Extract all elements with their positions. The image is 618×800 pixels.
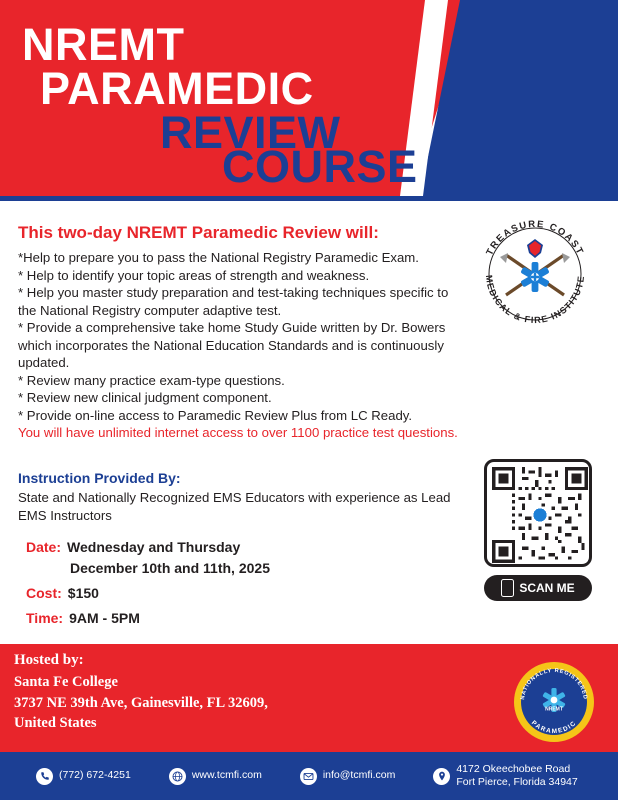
- course-details: [26, 539, 456, 635]
- nremt-seal-icon: [512, 660, 596, 744]
- footer-email-text: info@tcmfi.com: [322, 769, 396, 782]
- benefit-item: *Help to prepare you to pass the National Registry Paramedic Exam.: [18, 250, 419, 265]
- benefit-item: * Provide a comprehensive take home Study Guide written by Dr. Bowers which incorporates the National Education Standards and is continuously updated.: [18, 320, 446, 371]
- venue-name: Santa Fe College: [14, 674, 118, 690]
- footer-address-line2: Fort Pierce, Florida 34947: [456, 776, 578, 788]
- hosted-by-address: [14, 672, 268, 734]
- title-line-3: REVIEW: [160, 107, 341, 158]
- venue-country: United States: [14, 715, 97, 732]
- benefits-list: [18, 249, 470, 442]
- detail-value-date: Wednesday and Thursday: [67, 539, 241, 555]
- poster-header: [0, 0, 618, 196]
- body-headline: This two-day NREMT Paramedic Review will:: [18, 223, 379, 242]
- detail-value-cost: $150: [67, 585, 99, 601]
- benefit-item: * Help to identify your topic areas of strength and weakness.: [18, 267, 370, 283]
- detail-label-date: Date:: [26, 539, 62, 555]
- svg-text:NATIONALLY REGISTERED: NATIONALLY REGISTERED: [520, 667, 588, 701]
- scan-me-label: SCAN ME: [519, 581, 575, 595]
- detail-value-time: 9AM - 5PM: [69, 610, 140, 626]
- benefit-item: * Review many practice exam-type questions.: [18, 372, 285, 388]
- svg-text:NREMT: NREMT: [545, 706, 563, 713]
- svg-text:MEDICAL & FIRE INSTITUTE: MEDICAL & FIRE INSTITUTE: [483, 274, 587, 326]
- qr-code-icon: [492, 467, 588, 563]
- qr-code-image[interactable]: [484, 459, 592, 567]
- globe-icon: [169, 768, 186, 785]
- footer-address[interactable]: [433, 763, 577, 789]
- benefit-item: * Help you master study preparation and test-taking techniques specific to the National Registry computer adaptive test.: [18, 285, 449, 318]
- envelope-icon: [300, 768, 317, 785]
- footer-email[interactable]: [300, 768, 396, 785]
- detail-label-time: Time:: [26, 610, 64, 626]
- header-title-group: [0, 0, 618, 196]
- title-line-4: COURSE: [222, 141, 418, 192]
- treasure-coast-logo: [470, 209, 600, 339]
- instruction-text: State and Nationally Recognized EMS Educators with experience as Lead EMS Instructors: [18, 490, 451, 523]
- footer-website-text: www.tcmfi.com: [191, 769, 262, 782]
- phone-icon: [36, 768, 53, 785]
- qr-code-block[interactable]: [484, 459, 594, 601]
- footer-phone-text: (772) 672-4251: [59, 769, 131, 782]
- location-pin-icon: [433, 768, 450, 785]
- footer-address-line1: 4172 Okeechobee Road: [456, 762, 571, 775]
- detail-row-date: [26, 539, 456, 555]
- hosted-by-section: [0, 644, 618, 752]
- scan-me-badge[interactable]: [484, 575, 592, 601]
- poster-body: [0, 201, 618, 644]
- svg-text:TREASURE COAST: TREASURE COAST: [484, 218, 586, 258]
- nremt-badge: [512, 660, 596, 744]
- detail-value-date-sub: December 10th and 11th, 2025: [70, 560, 270, 576]
- benefit-item: * Provide on-line access to Paramedic Review Plus from LC Ready.: [18, 407, 413, 423]
- hosted-by-title: Hosted by:: [14, 652, 84, 668]
- venue-street: 3737 NE 39th Ave, Gainesville, FL 32609,: [14, 694, 268, 711]
- footer-website[interactable]: [169, 768, 262, 785]
- phone-icon: [501, 579, 514, 597]
- title-line-1: NREMT: [22, 19, 185, 70]
- footer-phone[interactable]: [36, 768, 131, 785]
- detail-row-time: [26, 610, 456, 626]
- contact-footer: [0, 752, 618, 800]
- instruction-heading: Instruction Provided By:: [18, 470, 181, 486]
- title-line-2: PARAMEDIC: [40, 63, 314, 114]
- benefit-item-highlight: You will have unlimited internet access to over 1100 practice test questions.: [18, 425, 458, 441]
- treasure-coast-seal-icon: [470, 209, 600, 339]
- footer-address-text: [456, 763, 577, 789]
- benefit-item: * Review new clinical judgment component.: [18, 390, 272, 406]
- detail-label-cost: Cost:: [26, 585, 62, 601]
- svg-text:PARAMEDIC: PARAMEDIC: [529, 719, 579, 736]
- detail-row-cost: [26, 585, 456, 601]
